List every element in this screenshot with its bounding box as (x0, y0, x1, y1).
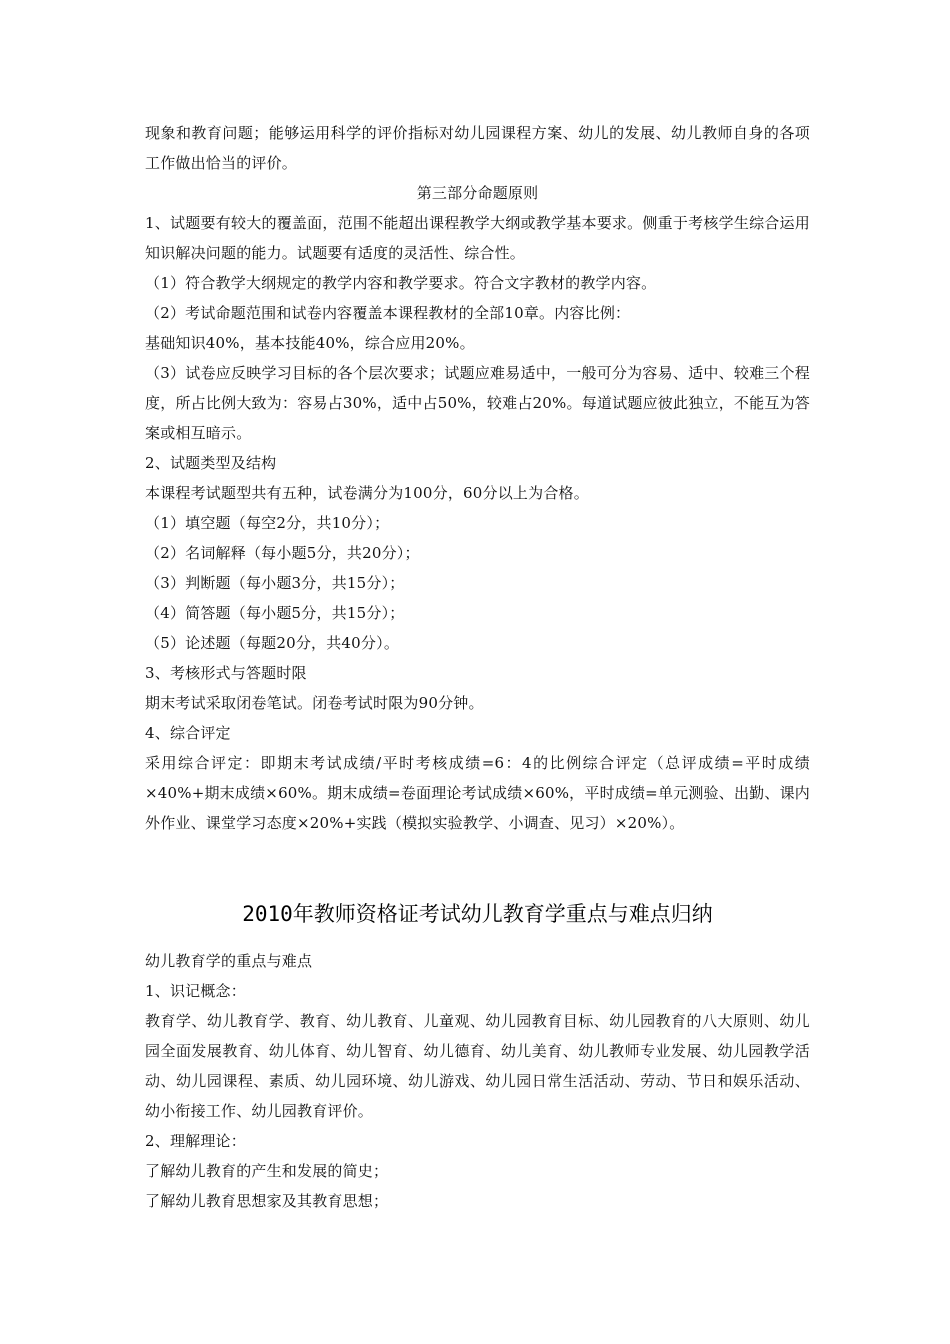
paragraph-content-ratio: 基础知识40%，基本技能40%，综合应用20%。 (145, 334, 475, 352)
paragraph-comprehensive-evaluation: 采用综合评定：即期末考试成绩/平时考核成绩=6：4的比例综合评定（总评成绩=平时成绩×40%+期末成绩×60%。期末成绩=卷面理论考试成绩×60%，平时成绩=单元测验、出勤、课内外作业、课堂学习态度×20%+实践（模拟实验教学、小调查、见习）×20%）。 (145, 754, 810, 832)
paragraph-sub-3: （3）试卷应反映学习目标的各个层次要求；试题应难易适中，一般可分为容易、适中、较难三个程度，所占比例大致为：容易占30%，适中占50%，较难占20%。每道试题应彼此独立，不能互为答案或相互暗示。 (145, 364, 810, 442)
paragraph-sub-2: （2）考试命题范围和试卷内容覆盖本课程教材的全部10章。内容比例： (145, 304, 631, 322)
list-item-fill-blank: （1）填空题（每空2分，共10分）； (145, 514, 390, 532)
paragraph-question-types: 本课程考试题型共有五种，试卷满分为100分，60分以上为合格。 (145, 484, 589, 502)
paragraph-exam-time: 期末考试采取闭卷笔试。闭卷考试时限为90分钟。 (145, 694, 484, 712)
list-item-true-false: （3）判断题（每小题3分，共15分）； (145, 574, 405, 592)
part-three-title: 第三部分命题原则 (416, 184, 539, 202)
paragraph-sub-1: （1）符合教学大纲规定的教学内容和教学要求。符合文字教材的教学内容。 (145, 274, 657, 292)
paragraph-key-points-intro: 幼儿教育学的重点与难点 (145, 952, 313, 970)
paragraph-evaluation-continuation: 现象和教育问题；能够运用科学的评价指标对幼儿园课程方案、幼儿的发展、幼儿教师自身的各项工作做出恰当的评价。 (145, 124, 810, 172)
paragraph-item-4: 4、综合评定 (145, 724, 231, 742)
document-heading: 2010年教师资格证考试幼儿教育学重点与难点归纳 (242, 902, 713, 926)
paragraph-item-3: 3、考核形式与答题时限 (145, 664, 307, 682)
paragraph-theory-title: 2、理解理论： (145, 1132, 246, 1150)
list-item-essay: （5）论述题（每题20分，共40分）。 (145, 634, 400, 652)
paragraph-item-2: 2、试题类型及结构 (145, 454, 277, 472)
paragraph-theory-thinkers: 了解幼儿教育思想家及其教育思想； (145, 1192, 389, 1210)
paragraph-concepts-list: 教育学、幼儿教育学、教育、幼儿教育、儿童观、幼儿园教育目标、幼儿园教育的八大原则、幼儿园全面发展教育、幼儿体育、幼儿智育、幼儿德育、幼儿美育、幼儿教师专业发展、幼儿园教学活动、幼儿园课程、素质、幼儿园环境、幼儿游戏、幼儿园日常生活活动、劳动、节日和娱乐活动、幼小衔接工作、幼儿园教育评价。 (145, 1012, 810, 1120)
paragraph-concepts-title: 1、识记概念： (145, 982, 246, 1000)
paragraph-item-1: 1、试题要有较大的覆盖面，范围不能超出课程教学大纲或教学基本要求。侧重于考核学生综合运用知识解决问题的能力。试题要有适度的灵活性、综合性。 (145, 214, 810, 262)
section-exam-principles (145, 118, 810, 838)
list-item-short-answer: （4）简答题（每小题5分，共15分）； (145, 604, 405, 622)
paragraph-theory-history: 了解幼儿教育的产生和发展的简史； (145, 1162, 389, 1180)
section-key-points (145, 946, 810, 1216)
list-item-term-explanation: （2）名词解释（每小题5分，共20分）； (145, 544, 420, 562)
